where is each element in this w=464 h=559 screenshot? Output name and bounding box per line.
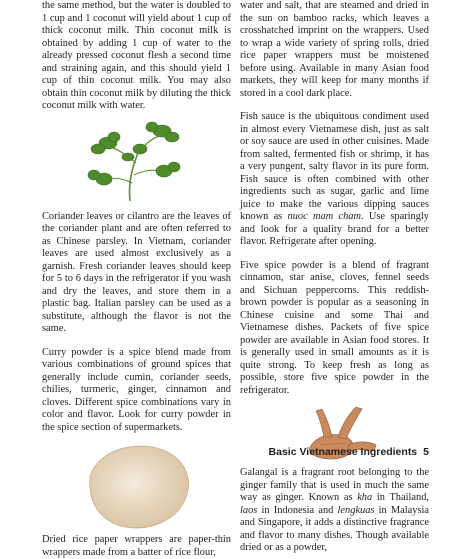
coriander-image [42, 113, 231, 211]
galangal-term-laos: laos [240, 504, 258, 516]
fish-sauce-text-b: . Use sparingly and look for a quality brand for a better flavor. Refrigerate after opening. [240, 211, 429, 247]
galangal-text-a: Galangal is a fragrant root belonging to the ginger family that is used in much the same way as ginger. Known as [240, 467, 429, 503]
rice-paper-continued-paragraph: water and salt, that are steamed and dried in the sun on bamboo racks, which leaves a crosshatched imprint on the wrappers. Used to wrap a wide variety of spring rolls, dried rice paper wrappers must be moistened before using. Available in many Asian food markets, they will keep for many months if stored in a cool dark place. [240, 0, 429, 99]
coriander-paragraph: Coriander leaves or cilantro are the leaves of the coriander plant and are often referred to as Chinese parsley. In Vietnam, coriander leaves are used almost exclusively as a garnish. Fresh coriander leaves should keep for 5 to 6 days in the refrigerator if you wash and dry the leaves, and store them in a plastic bag. Italian parsley can be used as a substitute, although the flavor is not the same. [42, 210, 231, 334]
left-column [42, 0, 231, 559]
rice-paper-paragraph: Dried rice paper wrappers are paper-thin wrappers made from a batter of rice flour, [42, 534, 231, 558]
footer-title: Basic Vietnamese Ingredients [268, 446, 418, 458]
curry-powder-paragraph: Curry powder is a spice blend made from various combinations of ground spices that generally include cumin, coriander seeds, chilies, turmeric, ginger, cinnamon and cloves. Different spice combinations vary in color and flavor. Look for curry powder in the spice section of supermarkets. [42, 346, 231, 433]
galangal-text-b: in Thailand, [372, 492, 429, 503]
fish-sauce-term: nuoc mam cham [287, 211, 361, 222]
galangal-paragraph [240, 467, 429, 555]
five-spice-paragraph: Five spice powder is a blend of fragrant cinnamon, star anise, cloves, fennel seeds and Sichuan peppercorns. This reddish-brown powder is popular as a seasoning in Chinese cuisine and some Thai and Vietnamese dishes. Packets of five spice powder are available in Asian food stores. It is generally used in small amounts as it is quite strong. To keep fresh as long as possible, store five spice powder in the refrigerator. [240, 259, 429, 396]
galangal-text-c: in Indonesia and [257, 504, 338, 516]
galangal-term-kha: kha [357, 492, 373, 503]
right-column [240, 0, 429, 555]
coconut-milk-paragraph: the same method, but the water is doubled to 1 cup and 1 coconut will yield about 1 cup of thick coconut milk. Thin coconut milk is obtained by adding 1 cup of water to the already pressed coconut flesh a second time and straining again, and this should yield 1 cup of thin coconut milk. You may also obtain thin coconut milk by diluting the thick coconut milk with water. [42, 0, 231, 111]
page-number: 5 [423, 446, 429, 458]
galangal-term-lengkuas: lengkuas [337, 504, 375, 516]
galangal-text-d: in Malaysia and Singapore, it adds a distinctive fragrance and flavor to many dishes. Though available dried or as a powder, [240, 504, 429, 553]
fish-sauce-paragraph [240, 111, 429, 249]
rice-paper-image [42, 434, 231, 534]
page-footer [240, 446, 429, 458]
fish-sauce-text-a: Fish sauce is the ubiquitous condiment used in almost every Vietnamese dish, just as salt or soy sauce are used in other cuisines. Made from salted, fermented fish or shrimp, it has a very pungent, salty flavor in its pure form. Fish sauce is often combined with other ingredients such as sugar, garlic and lime juice to make the various dipping sauces known as [240, 111, 429, 222]
